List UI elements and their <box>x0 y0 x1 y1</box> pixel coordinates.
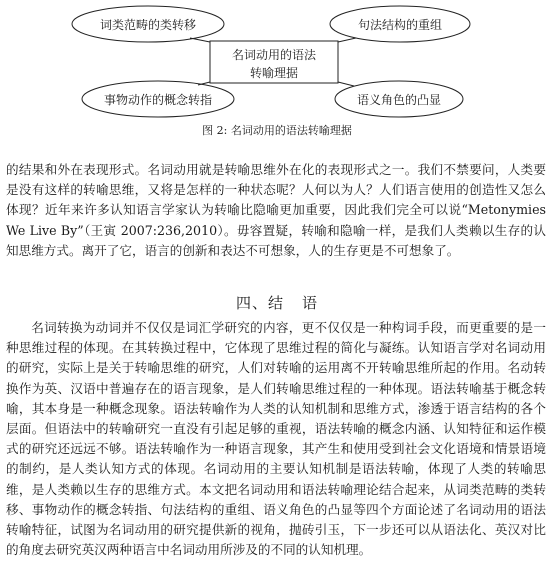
figure-caption: 图 2: 名词动用的语法转喻理据 <box>202 124 352 137</box>
figure-2-diagram <box>0 0 554 135</box>
node-bottom-left: 事物动作的概念转指 <box>103 93 212 107</box>
section-heading-part2: 语 <box>302 294 319 312</box>
section-heading-part1: 四、结 <box>235 294 284 312</box>
node-center-line1: 名词动用的语法 <box>231 48 316 62</box>
connector-top-right <box>338 38 356 42</box>
node-bottom-right: 语义角色的凸显 <box>356 93 441 107</box>
paragraph-1: 的结果和外在表现形式。名词动用就是转喻思维外在化的表现形式之一。我们不禁要问，人类要是没有这样的转喻思维，又将是怎样的一种状态呢？人何以为人？人们语言使用的创造性又怎么体现？近年来许多认知语言学家认为转喻比隐喻更加重要，因此我们完全可以说“Metonymies We Live By”（王寅 2007:236,2010）。毋容置疑，转喻和隐喻一样，是我们人类赖以生存的认知思维方式。离开了它，语言的创新和表达不可想象，人的生存更是不可想象了。 <box>6 162 546 258</box>
connector-top-left <box>190 38 210 42</box>
node-top-right: 句法结构的重组 <box>357 18 442 32</box>
connector-bottom-right <box>338 82 354 86</box>
node-center-line2: 转喻理据 <box>249 66 298 80</box>
section-heading <box>0 292 554 313</box>
paragraph-2: 名词转换为动词并不仅仅是词汇学研究的内容，更不仅仅是一种构词手段，而更重要的是一种思维过程的体现。在其转换过程中，它体现了思维过程的简化与凝练。认知语言学对名词动用的研究，实际上是关于转喻思维的研究，人们对转喻的运用离不开转喻思维所起的作用。名动转换作为英、汉语中普遍存在的语言现象，是人们转喻思维过程的一种体现。语法转喻基于概念转喻，其本身是一种概念现象。语法转喻作为人类的认知机制和思维方式，渗透于语言结构的各个层面。但语法中的转喻研究一直没有引起足够的重视，语法转喻的概念内涵、认知特征和运作模式的研究还远远不够。语法转喻作为一种语言现象，其产生和使用受到社会文化语境和情景语境的制约，是人类认知方式的体现。名词动用的主要认知机制是语法转喻，体现了人类的转喻思维，是人类赖以生存的思维方式。本文把名词动用和语法转喻理论结合起来，从词类范畴的类转移、事物动作的概念转指、句法结构的重组、语义角色的凸显等四个方面论述了名词动用的语法转喻特征，试图为名词动用的研究提供新的视角，抛砖引玉，下一步还可以从语法化、英汉对比的角度去研究英汉两种语言中名词动用所涉及的不同的认知机理。 <box>6 320 546 558</box>
node-top-left: 词类范畴的类转移 <box>99 18 196 32</box>
